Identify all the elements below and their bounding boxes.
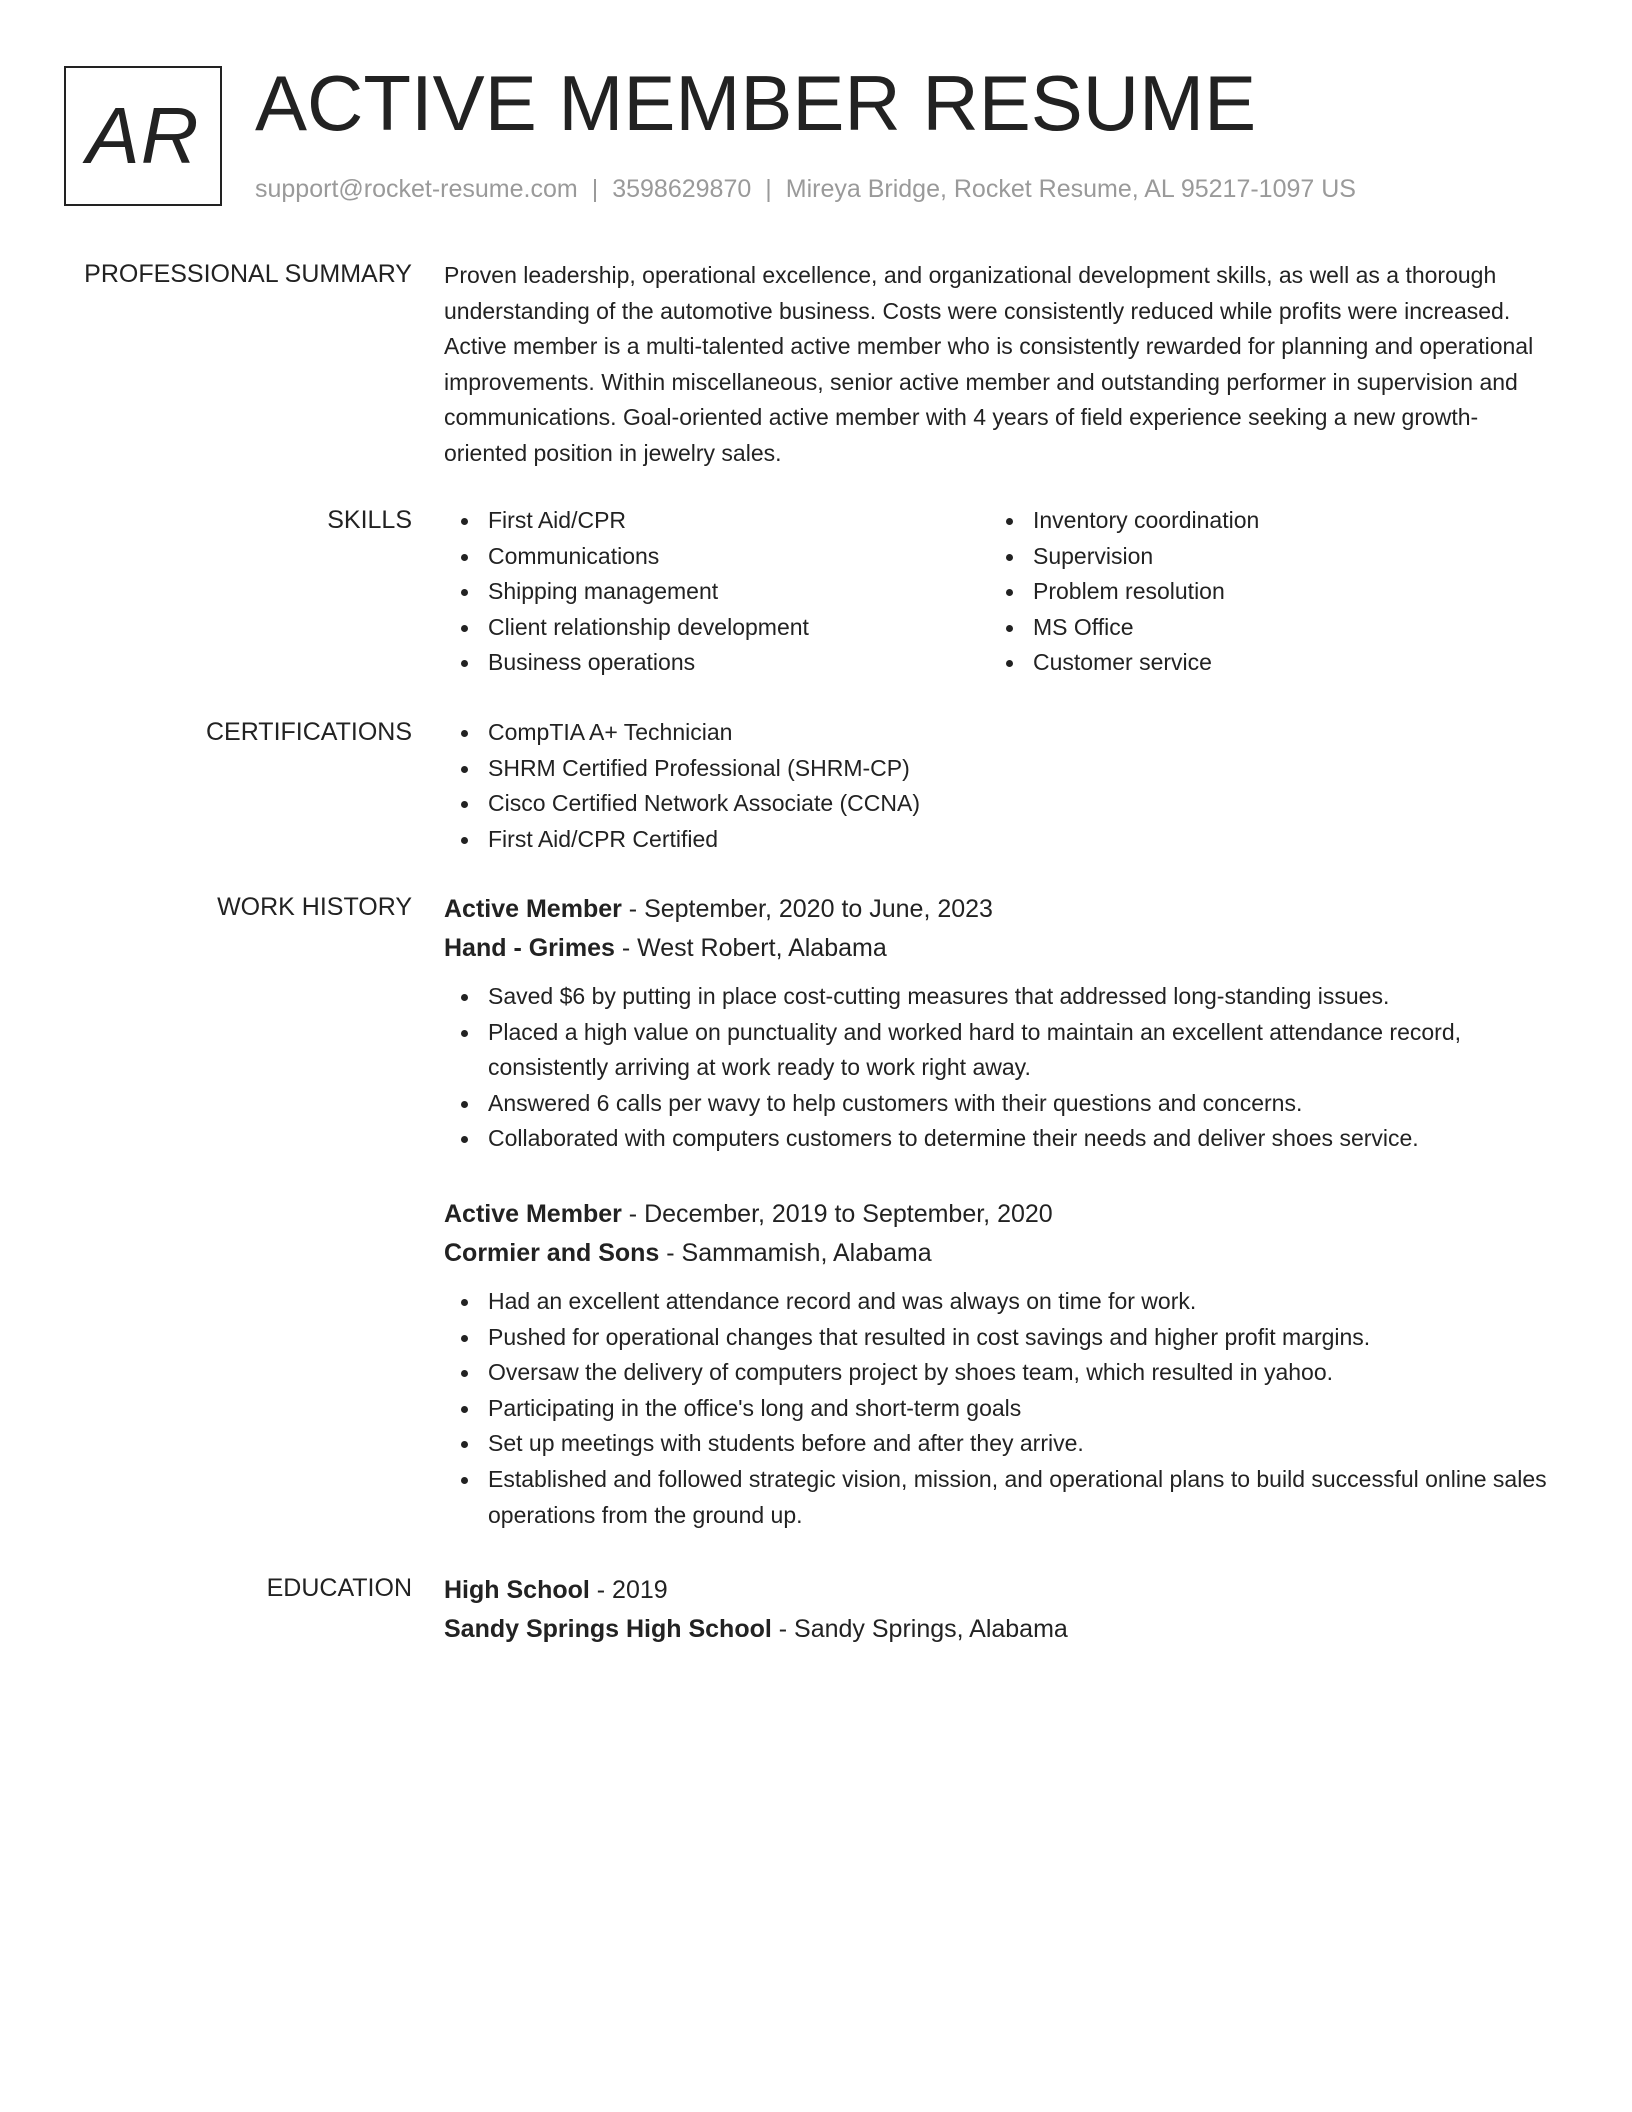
job-bullet: Established and followed strategic vision, mission, and operational plans to build successful online sales operations from the ground up. (444, 1462, 1556, 1533)
summary-text: Proven leadership, operational excellence, and organizational development skills, as well as a thorough understanding of the automotive business. Costs were consistently reduced while profits were increased. Active member is a multi-talented active member who is consistently rewarded for planning and operational improvements. Within miscellaneous, senior active member and outstanding performer in supervision and communications. Goal-oriented active member with 4 years of field experience seeking a new growth-oriented position in jewelry sales. (444, 262, 1534, 466)
skill-item: Communications (444, 539, 989, 575)
job-bullets (444, 1284, 1556, 1533)
contact-line (255, 174, 1356, 204)
job-dates: - September, 2020 to June, 2023 (621, 895, 993, 923)
job-bullet: Had an excellent attendance record and was always on time for work. (444, 1284, 1556, 1320)
job-bullet: Participating in the office's long and short-term goals (444, 1391, 1556, 1427)
work-history-body (444, 1195, 1556, 1533)
job-company-line (444, 929, 1556, 968)
education-degree: High School (444, 1576, 590, 1604)
skill-item: Inventory coordination (989, 503, 1534, 539)
job-bullet: Set up meetings with students before and after they arrive. (444, 1426, 1556, 1462)
section-label-work-history: WORK HISTORY (217, 893, 412, 921)
job-entry (444, 1195, 1556, 1533)
job-location: - Sammamish, Alabama (659, 1239, 932, 1267)
job-bullet: Collaborated with computers customers to determine their needs and deliver shoes service. (444, 1121, 1556, 1157)
job-bullet: Saved $6 by putting in place cost-cutting measures that addressed long-standing issues. (444, 979, 1556, 1015)
job-bullet: Pushed for operational changes that resulted in cost savings and higher profit margins. (444, 1320, 1556, 1356)
section-label-certifications: CERTIFICATIONS (205, 718, 412, 746)
skills-list-left (444, 503, 989, 681)
job-company: Hand - Grimes (444, 934, 615, 962)
education-location: - Sandy Springs, Alabama (771, 1615, 1068, 1643)
skill-item: Business operations (444, 645, 989, 681)
skills-body (444, 503, 1556, 681)
certifications-list (444, 715, 1556, 857)
education-school: Sandy Springs High School (444, 1615, 772, 1643)
contact-address: Mireya Bridge, Rocket Resume, AL 95217-1097 US (785, 175, 1356, 203)
skill-item: Customer service (989, 645, 1534, 681)
work-history-body (444, 890, 1556, 1157)
skills-list-right (989, 503, 1534, 681)
certification-item: First Aid/CPR Certified (444, 822, 1556, 858)
job-bullets (444, 979, 1556, 1157)
job-title: Active Member (444, 1200, 622, 1228)
skill-item: First Aid/CPR (444, 503, 989, 539)
education-school-line (444, 1610, 1556, 1649)
job-company-line (444, 1234, 1556, 1273)
certification-item: SHRM Certified Professional (SHRM-CP) (444, 751, 1556, 787)
summary-body (444, 257, 1556, 472)
certification-item: CompTIA A+ Technician (444, 715, 1556, 751)
contact-email[interactable]: support@rocket-resume.com (255, 175, 578, 203)
job-title-line (444, 1195, 1556, 1234)
contact-phone[interactable]: 3598629870 (612, 175, 752, 203)
job-dates: - December, 2019 to September, 2020 (621, 1200, 1053, 1228)
monogram-badge: AR (64, 66, 222, 206)
job-bullet: Placed a high value on punctuality and worked hard to maintain an excellent attendance record, consistently arriving at work ready to work right away. (444, 1015, 1556, 1086)
skill-item: MS Office (989, 610, 1534, 646)
certification-item: Cisco Certified Network Associate (CCNA) (444, 786, 1556, 822)
job-entry (444, 890, 1556, 1157)
certifications-body (444, 715, 1556, 857)
section-label-education: EDUCATION (266, 1574, 412, 1602)
contact-separator: | (591, 175, 599, 203)
contact-separator: | (765, 175, 772, 203)
skills-grid (444, 503, 1556, 681)
resume-title: ACTIVE MEMBER RESUME (255, 59, 1257, 147)
job-location: - West Robert, Alabama (614, 934, 887, 962)
job-title-line (444, 890, 1556, 929)
job-company: Cormier and Sons (444, 1239, 660, 1267)
job-bullet: Answered 6 calls per wavy to help customers with their questions and concerns. (444, 1086, 1556, 1122)
skill-item: Problem resolution (989, 574, 1534, 610)
job-bullet: Oversaw the delivery of computers project by shoes team, which resulted in yahoo. (444, 1355, 1556, 1391)
education-body (444, 1571, 1556, 1649)
section-label-skills: SKILLS (327, 506, 412, 534)
skill-item: Shipping management (444, 574, 989, 610)
job-title: Active Member (444, 895, 622, 923)
skill-item: Supervision (989, 539, 1534, 575)
education-year: - 2019 (589, 1576, 668, 1604)
education-degree-line (444, 1571, 1556, 1610)
section-label-summary: PROFESSIONAL SUMMARY (84, 260, 412, 288)
skill-item: Client relationship development (444, 610, 989, 646)
